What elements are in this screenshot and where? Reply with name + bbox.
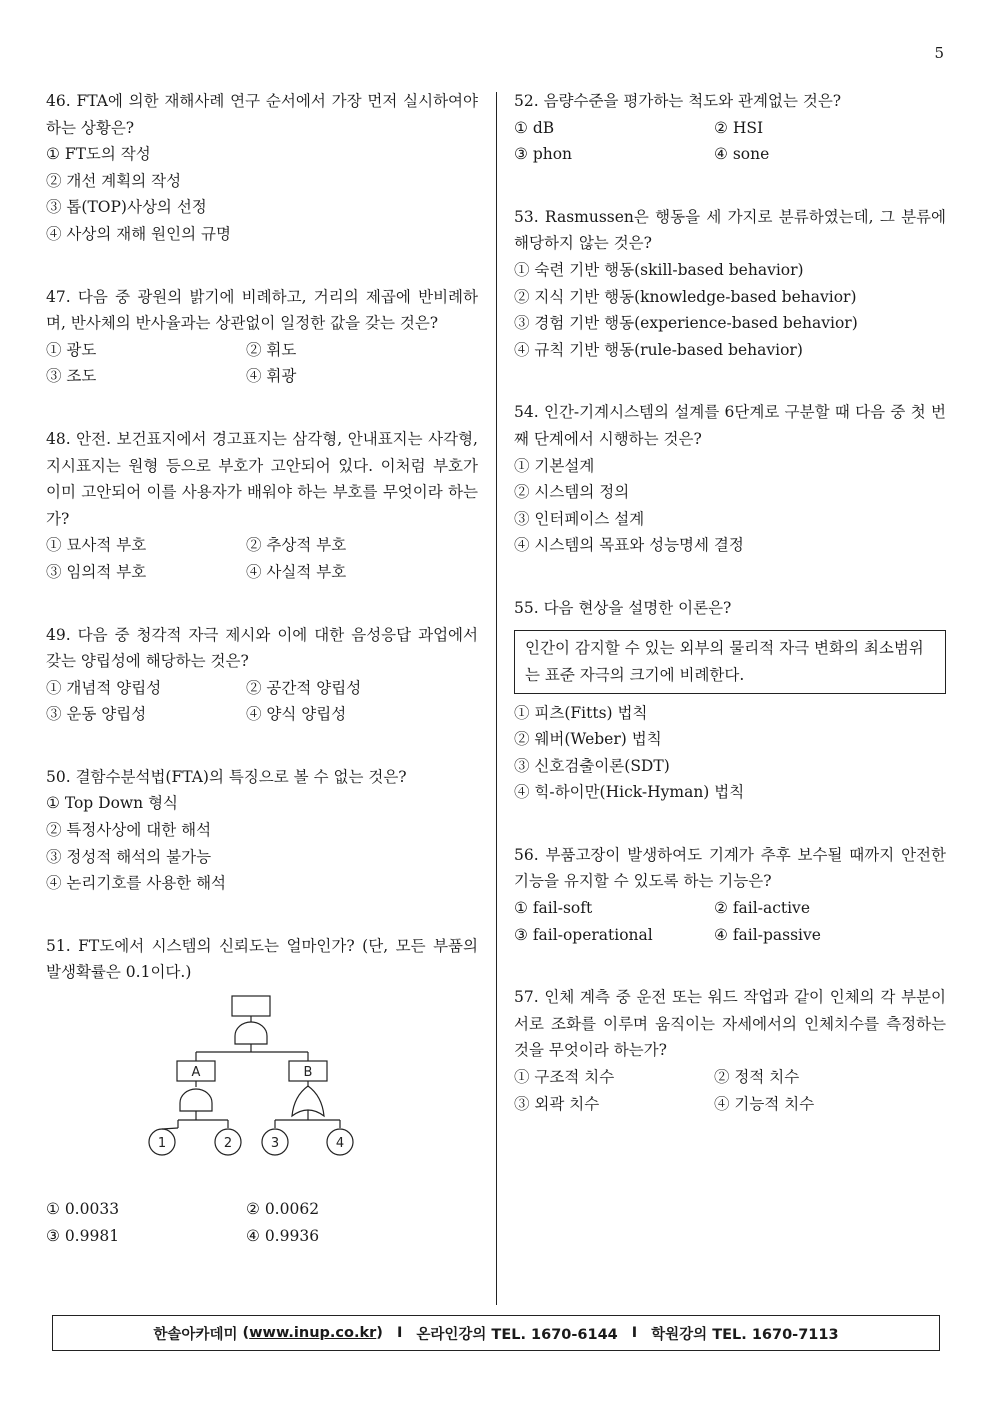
option-4: ④ 시스템의 목표와 성능명세 결정 <box>514 536 744 555</box>
option-2: ② 웨버(Weber) 법칙 <box>514 730 662 749</box>
question-stem: 49. 다음 중 청각적 자극 제시와 이에 대한 음성응답 과업에서 갖는 양립성에 해당하는 것은? <box>46 625 478 671</box>
question-51 <box>46 933 478 1249</box>
option-2: ② 휘도 <box>246 340 297 359</box>
page-number: 5 <box>934 44 944 62</box>
options-grid <box>514 1064 946 1117</box>
option-2: ② HSI <box>714 118 764 137</box>
options-grid <box>46 675 478 728</box>
option-1: ① 기본설계 <box>514 456 595 475</box>
question-stem: 47. 다음 중 광원의 밝기에 비례하고, 거리의 제곱에 반비례하며, 반사체의 반사율과는 상관없이 일정한 값을 갖는 것은? <box>46 287 478 333</box>
option-1: ① 숙련 기반 행동(skill-based behavior) <box>514 260 804 279</box>
label-4: 4 <box>335 1136 345 1152</box>
online-phone: 온라인강의 TEL. 1670-6144 <box>416 1326 618 1343</box>
option-2: ② 개선 계획의 작성 <box>46 171 182 190</box>
question-48 <box>46 426 478 586</box>
question-49 <box>46 622 478 728</box>
option-3: ③ 정성적 해석의 불가능 <box>46 847 212 866</box>
label-a: A <box>191 1065 201 1081</box>
option-3: ③ 운동 양립성 <box>46 705 147 724</box>
option-2: ② 추상적 부호 <box>246 536 347 555</box>
option-4: ④ 기능적 치수 <box>714 1094 815 1113</box>
option-2: ② fail-active <box>714 899 810 918</box>
options-grid <box>46 1196 478 1249</box>
label-3: 3 <box>270 1136 280 1152</box>
option-3: ③ 인터페이스 설계 <box>514 509 645 528</box>
option-3: ③ 톱(TOP)사상의 선정 <box>46 198 207 217</box>
question-55 <box>514 595 946 806</box>
options-grid <box>514 895 946 948</box>
and-gate-a <box>180 1089 212 1111</box>
question-stem: 52. 음량수준을 평가하는 척도와 관계없는 것은? <box>514 92 842 110</box>
option-4: ④ 규칙 기반 행동(rule-based behavior) <box>514 340 803 359</box>
right-column <box>514 88 946 1153</box>
option-3: ③ 임의적 부호 <box>46 562 147 581</box>
options-grid <box>46 337 478 390</box>
left-column <box>46 88 478 1285</box>
option-3: ③ 경험 기반 행동(experience-based behavior) <box>514 314 858 333</box>
option-4: ④ sone <box>714 145 770 164</box>
question-stem: 53. Rasmussen은 행동을 세 가지로 분류하였는데, 그 분류에 해당하지 않는 것은? <box>514 207 946 253</box>
option-1: ① FT도의 작성 <box>46 145 151 164</box>
question-stem: 56. 부품고장이 발생하여도 기계가 추후 보수될 때까지 안전한 기능을 유지할 수 있도록 하는 기능은? <box>514 845 946 891</box>
option-2: ② 0.0062 <box>246 1200 320 1219</box>
option-3: ③ 신호검출이론(SDT) <box>514 756 670 775</box>
option-3: ③ fail-operational <box>514 925 653 944</box>
question-stem: 46. FTA에 의한 재해사례 연구 순서에서 가장 먼저 실시하여야 하는 상황은? <box>46 92 478 137</box>
option-1: ① 피츠(Fitts) 법칙 <box>514 703 648 722</box>
option-1: ① 구조적 치수 <box>514 1068 615 1087</box>
option-1: ① 개념적 양립성 <box>46 678 162 697</box>
question-46 <box>46 88 478 248</box>
option-4: ④ fail-passive <box>714 925 821 944</box>
question-stem: 48. 안전. 보건표지에서 경고표지는 삼각형, 안내표지는 사각형, 지시표지는 원형 등으로 부호가 고안되어 있다. 이처럼 부호가 이미 고안되어 이를 사용자가 배워야 하는 부호를 무엇이라 하는가? <box>46 429 478 528</box>
website-link[interactable]: www.inup.co.kr <box>249 1325 377 1341</box>
and-gate-top <box>235 1022 267 1044</box>
question-stem: 50. 결함수분석법(FTA)의 특징으로 볼 수 없는 것은? <box>46 767 407 786</box>
question-57 <box>514 984 946 1117</box>
offline-phone: 학원강의 TEL. 1670-7113 <box>651 1326 839 1343</box>
column-divider <box>496 92 497 1305</box>
question-53 <box>514 204 946 364</box>
question-box-text: 인간이 감지할 수 있는 외부의 물리적 자극 변화의 최소범위는 표준 자극의 크기에 비례한다. <box>514 630 946 694</box>
option-4: ④ 0.9936 <box>246 1226 320 1245</box>
options-grid <box>46 532 478 585</box>
question-56 <box>514 842 946 948</box>
option-3: ③ phon <box>514 145 573 164</box>
top-event-box <box>232 996 270 1016</box>
option-1: ① Top Down 형식 <box>46 794 179 813</box>
separator: I <box>631 1325 638 1341</box>
option-1: ① fail-soft <box>514 899 593 918</box>
option-1: ① 광도 <box>46 340 97 359</box>
option-1: ① 묘사적 부호 <box>46 536 147 555</box>
options-grid <box>514 115 946 168</box>
option-2: ② 특정사상에 대한 해석 <box>46 821 212 840</box>
question-50 <box>46 764 478 897</box>
question-stem: 51. FT도에서 시스템의 신뢰도는 얼마인가? (단, 모든 부품의 발생확률은 0.1이다.) <box>46 936 478 982</box>
option-2: ② 공간적 양립성 <box>246 678 362 697</box>
separator: I <box>396 1325 403 1341</box>
option-4: ④ 사상의 재해 원인의 규명 <box>46 224 231 243</box>
question-47 <box>46 284 478 390</box>
label-2: 2 <box>223 1136 233 1152</box>
option-4: ④ 사실적 부호 <box>246 562 347 581</box>
option-1: ① dB <box>514 118 555 137</box>
option-2: ② 시스템의 정의 <box>514 483 630 502</box>
label-b: B <box>303 1065 313 1081</box>
option-4: ④ 힉-하이만(Hick-Hyman) 법칙 <box>514 783 745 802</box>
label-1: 1 <box>157 1136 167 1152</box>
option-4: ④ 양식 양립성 <box>246 705 347 724</box>
question-stem: 57. 인체 계측 중 운전 또는 워드 작업과 같이 인체의 각 부분이 서로 조화를 이루며 움직이는 자세에서의 인체치수를 측정하는 것을 무엇이라 하는가? <box>514 988 946 1060</box>
fault-tree-diagram <box>46 992 478 1182</box>
question-stem: 55. 다음 현상을 설명한 이론은? <box>514 598 732 617</box>
option-4: ④ 휘광 <box>246 367 297 386</box>
option-3: ③ 외곽 치수 <box>514 1094 600 1113</box>
option-2: ② 지식 기반 행동(knowledge-based behavior) <box>514 287 857 306</box>
academy-name: 한솔아카데미 <box>153 1326 238 1343</box>
question-54 <box>514 399 946 559</box>
footer-banner: 한솔아카데미 ( www.inup.co.kr ) I 온라인강의 TEL. 1670-6144 I 학원강의 TEL. 1670-7113 <box>52 1315 940 1351</box>
option-2: ② 정적 치수 <box>714 1068 800 1087</box>
option-1: ① 0.0033 <box>46 1200 120 1219</box>
option-3: ③ 0.9981 <box>46 1226 120 1245</box>
option-3: ③ 조도 <box>46 367 97 386</box>
question-52 <box>514 88 946 168</box>
question-stem: 54. 인간-기계시스템의 설계를 6단계로 구분할 때 다음 중 첫 번째 단계에서 시행하는 것은? <box>514 403 946 448</box>
option-4: ④ 논리기호를 사용한 해석 <box>46 874 227 893</box>
